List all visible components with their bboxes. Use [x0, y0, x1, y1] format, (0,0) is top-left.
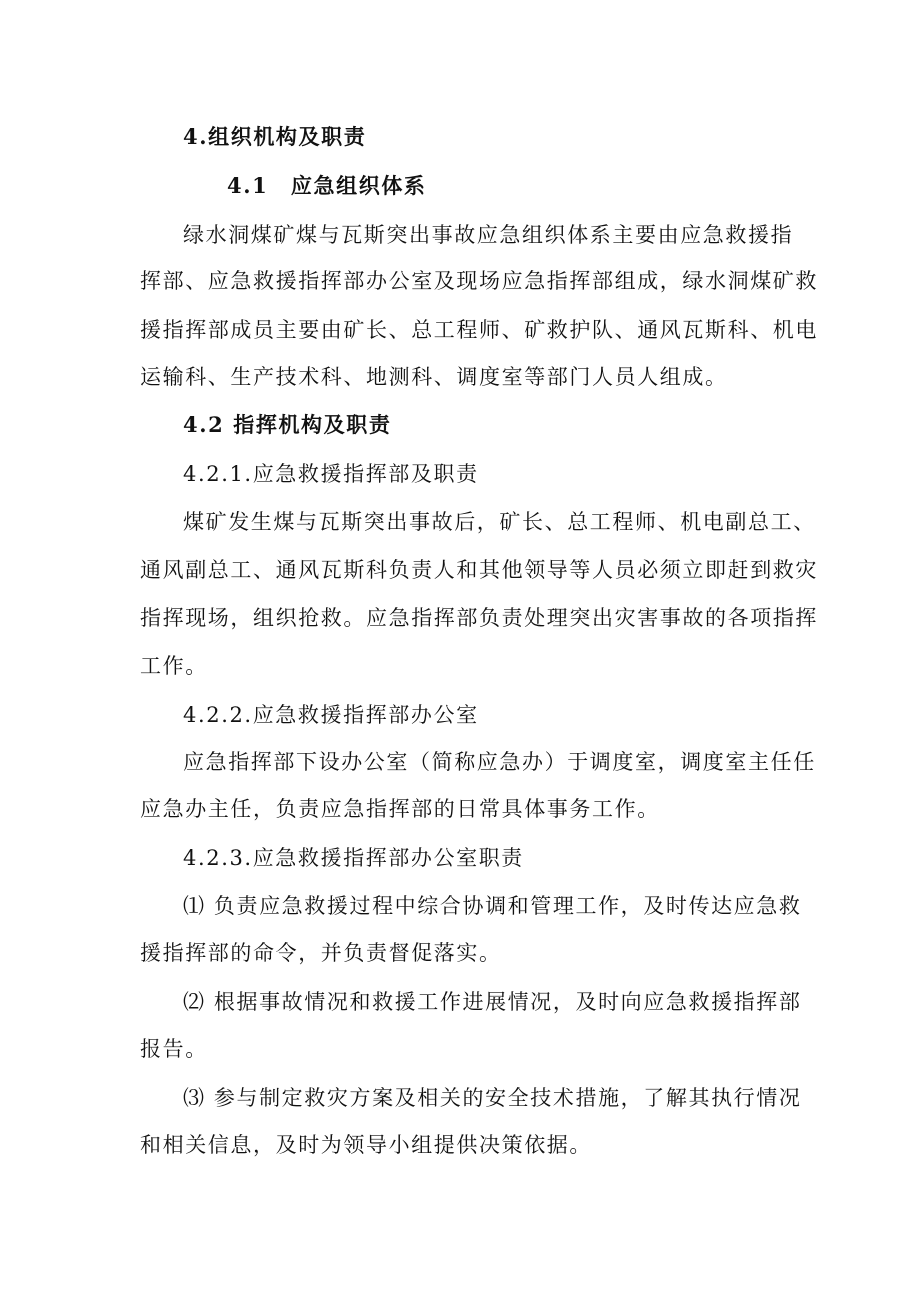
paragraph-line: 绿水洞煤矿煤与瓦斯突出事故应急组织体系主要由应急救援指 — [183, 223, 794, 247]
paragraph-line: 指挥现场，组织抢救。应急指挥部负责处理突出灾害事故的各项指挥 — [140, 606, 818, 630]
section-heading-4-2: 4.2 指挥机构及职责 — [183, 412, 392, 437]
list-item: ⑶ 参与制定救灾方案及相关的安全技术措施，了解其执行情况 — [183, 1086, 802, 1110]
list-item: ⑴ 负责应急救援过程中综合协调和管理工作，及时传达应急救 — [183, 894, 802, 918]
paragraph-line: 应急办主任，负责应急指挥部的日常具体事务工作。 — [140, 797, 660, 821]
paragraph-line: 运输科、生产技术科、地测科、调度室等部门人员人组成。 — [140, 365, 728, 389]
subsection-heading-4-2-2: 4.2.2.应急救援指挥部办公室 — [183, 703, 479, 727]
paragraph-line: 煤矿发生煤与瓦斯突出事故后，矿长、总工程师、机电副总工、 — [183, 510, 816, 534]
paragraph-line: 援指挥部成员主要由矿长、总工程师、矿救护队、通风瓦斯科、机电 — [140, 318, 818, 342]
paragraph-line: 工作。 — [140, 654, 208, 678]
paragraph-line: 通风副总工、通风瓦斯科负责人和其他领导等人员必须立即赶到救灾 — [140, 558, 818, 582]
paragraph-line: 应急指挥部下设办公室（简称应急办）于调度室，调度室主任任 — [183, 750, 816, 774]
subsection-heading-4-2-3: 4.2.3.应急救援指挥部办公室职责 — [183, 846, 524, 870]
list-item: 和相关信息，及时为领导小组提供决策依据。 — [140, 1133, 592, 1157]
subsection-heading-4-2-1: 4.2.1.应急救援指挥部及职责 — [183, 462, 479, 486]
section-heading-4: 4.组织机构及职责 — [183, 124, 367, 149]
section-heading-4-1: 4.1 应急组织体系 — [227, 173, 427, 198]
list-item: 援指挥部的命令，并负责督促落实。 — [140, 941, 502, 965]
list-item: 报告。 — [140, 1037, 208, 1061]
paragraph-line: 挥部、应急救援指挥部办公室及现场应急指挥部组成，绿水洞煤矿救 — [140, 269, 818, 293]
list-item: ⑵ 根据事故情况和救援工作进展情况，及时向应急救援指挥部 — [183, 990, 802, 1014]
